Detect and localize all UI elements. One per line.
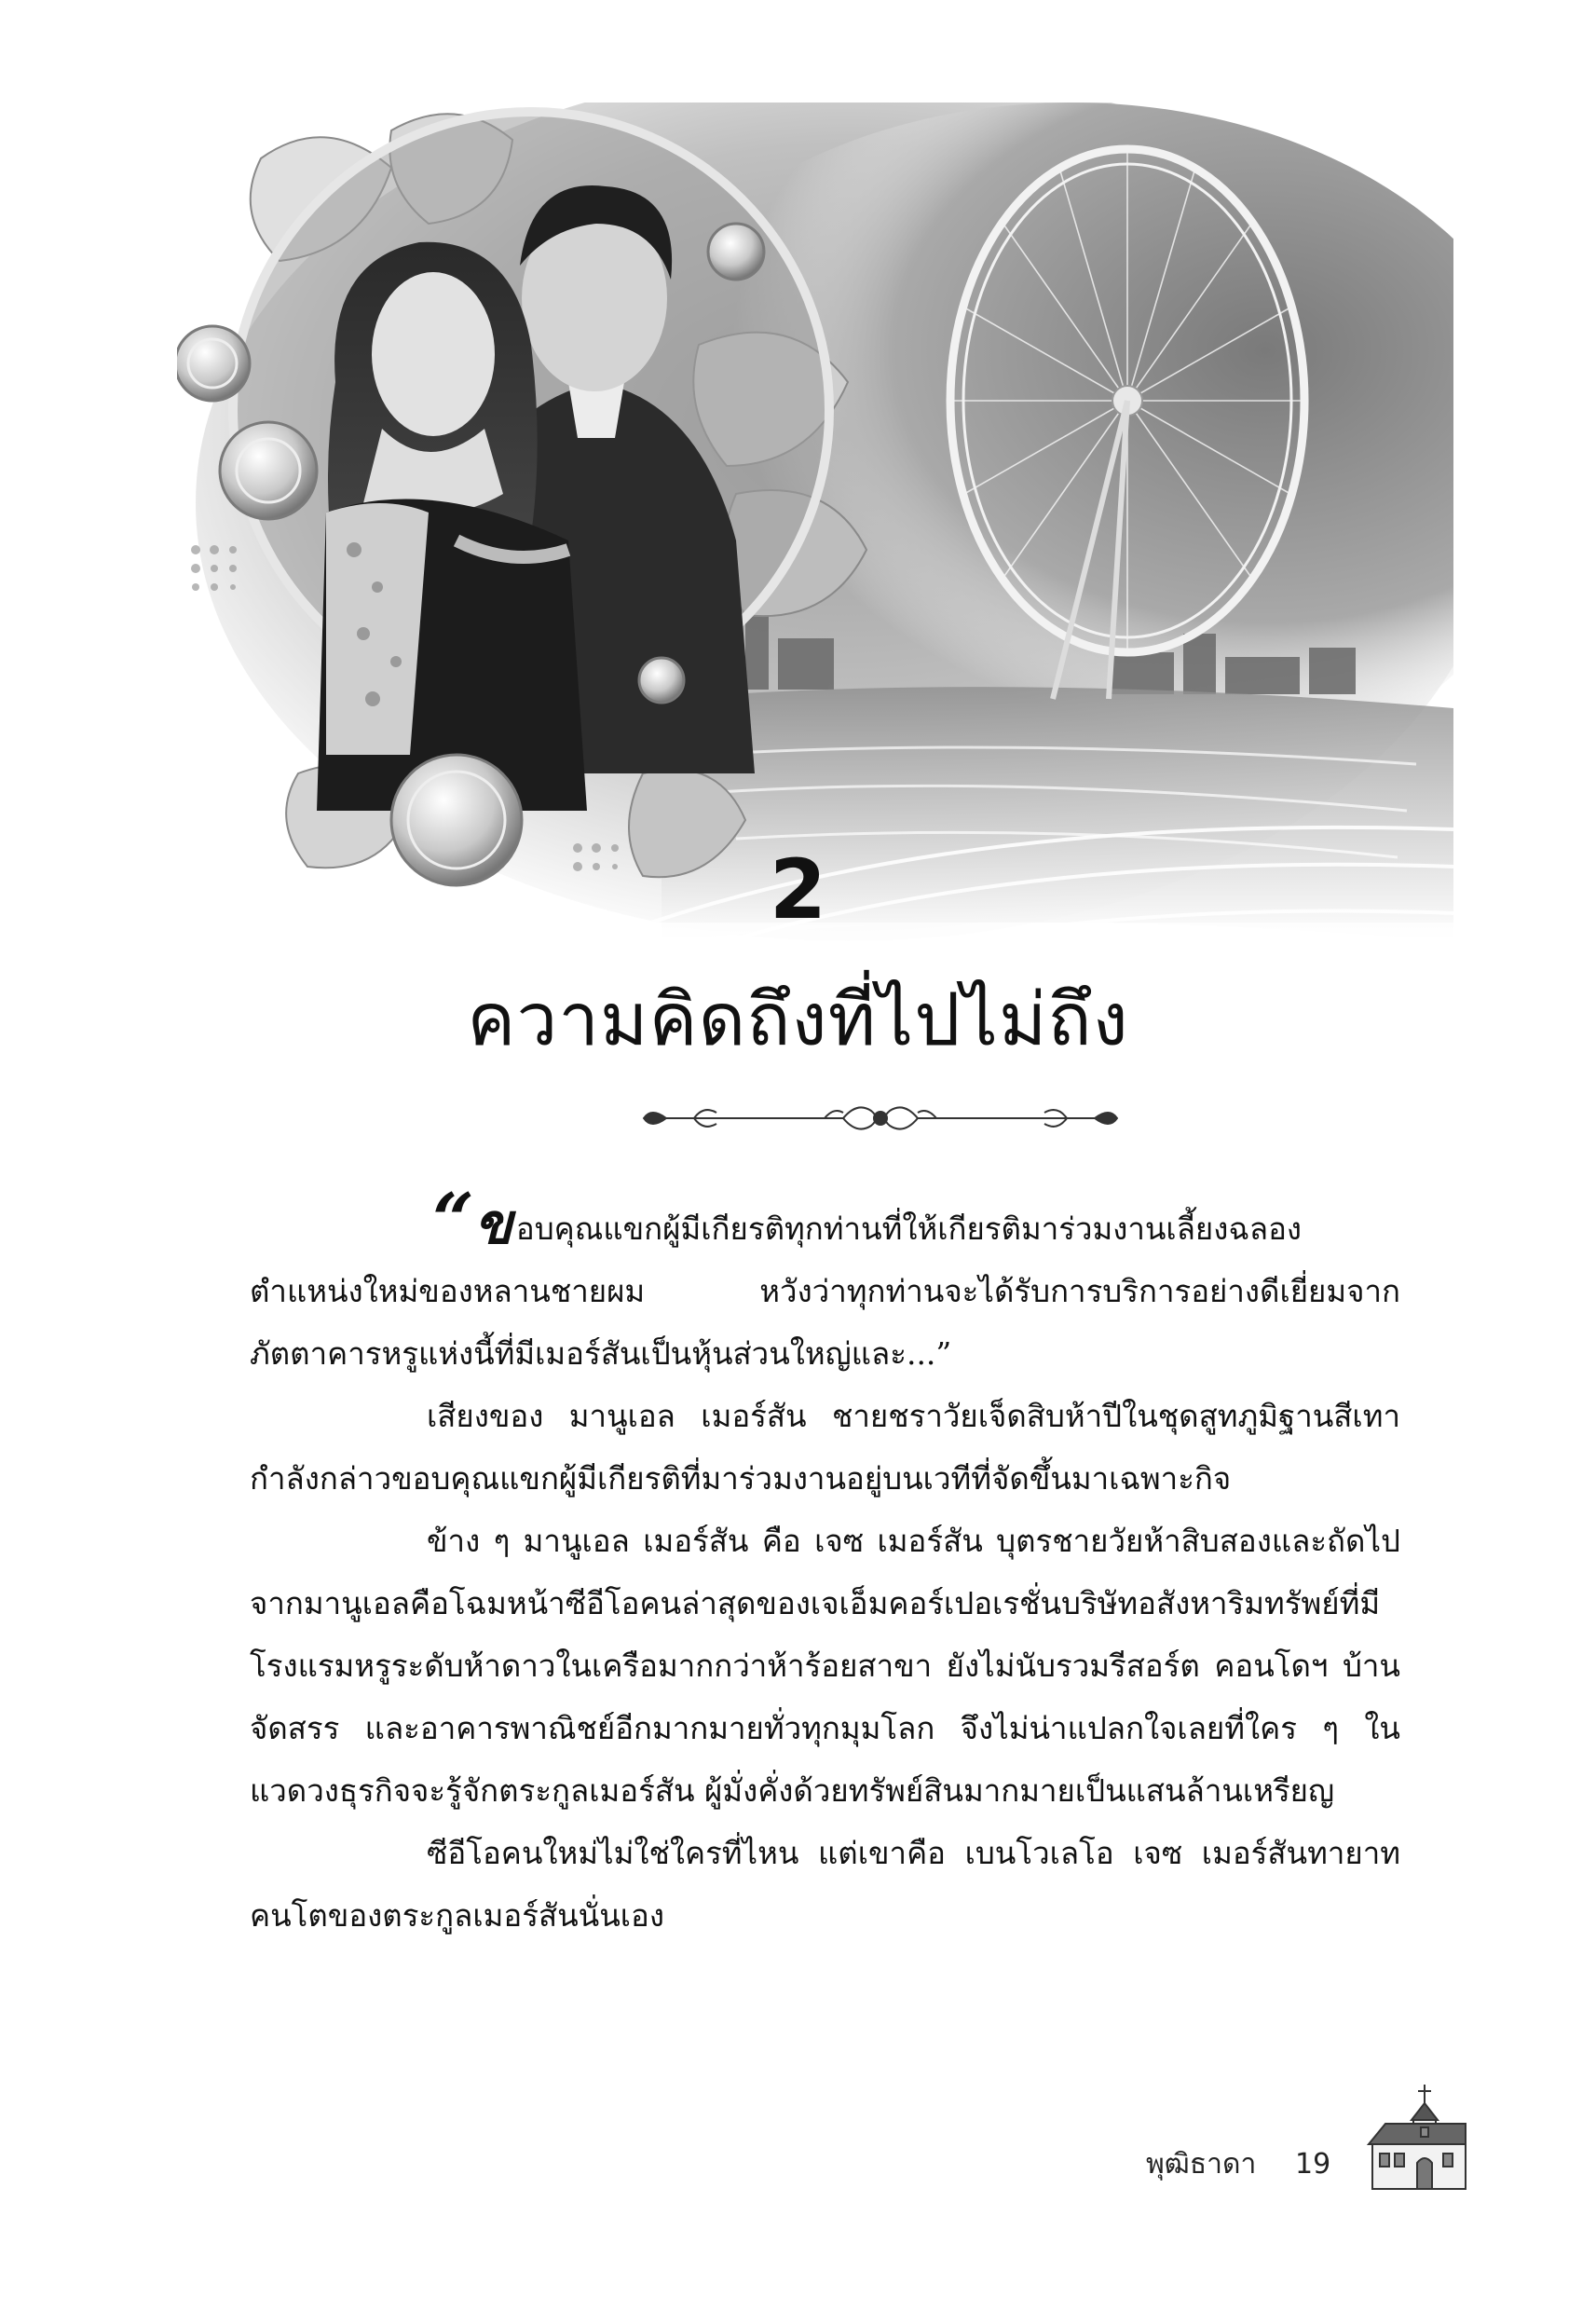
divider-ornament-icon — [638, 1100, 1123, 1137]
paragraph: ข้าง ๆ มานูเอล เมอร์สัน คือ เจซ เมอร์สัน บุตรชายวัยห้าสิบสองและถัดไปจากมานูเอลคือโฉมหน้าซีอีโอคนล่าสุดของเจเอ็มคอร์เปอเรชั่นบริษัทอสังหาริมทรัพย์ที่มีโรงแรมหรูระดับห้าดาวในเครือมากกว่าห้าร้อยสาขา ยังไม่นับรวมรีสอร์ต คอนโดฯ บ้านจัดสรร และอาคารพาณิชย์อีกมากมายทั่วทุกมุมโลก จึงไม่น่าแปลกใจเลยที่ใคร ๆ ในแวดวงธุรกิจจะรู้จักตระกูลเมอร์สัน ผู้มั่งคั่งด้วยทรัพย์สินมากมายเป็นแสนล้านเหรียญ — [250, 1523, 1400, 1809]
page-number: 19 — [1295, 2148, 1331, 2181]
paragraph: เสียงของ มานูเอล เมอร์สัน ชายชราวัยเจ็ดสิบห้าปีในชุดสูทภูมิฐานสีเทากำลังกล่าวขอบคุณแขกผู้มีเกียรติที่มาร่วมงานอยู่บนเวทีที่จัดขึ้นมาเฉพาะกิจ — [250, 1398, 1400, 1497]
body-text — [250, 1178, 1400, 1947]
drop-letter: ข — [473, 1192, 512, 1257]
chapter-title: ความคิดถึงที่ไปไม่ถึง — [467, 978, 1129, 1062]
paragraph-text: อบคุณแขกผู้มีเกียรติทุกท่านที่ให้เกียรติมาร่วมงานเลี้ยงฉลองตำแหน่งใหม่ของหลานชายผม หวังว่าทุกท่านจะได้รับการบริการอย่างดีเยี่ยมจากภัตตาคารหรูแห่งนี้ที่มีเมอร์สันเป็นหุ้นส่วนใหญ่และ...” — [250, 1210, 1400, 1372]
church-icon — [1365, 2083, 1469, 2193]
paragraph — [250, 1178, 1400, 1385]
opening-quote: “ — [432, 1178, 474, 1263]
paragraph: ซีอีโอคนใหม่ไม่ใช่ใครที่ไหน แต่เขาคือ เบนโวเลโอ เจซ เมอร์สันทายาทคนโตของตระกูลเมอร์สันนั่นเอง — [250, 1835, 1400, 1934]
chapter-number: 2 — [769, 841, 827, 937]
running-footer-author: พุฒิธาดา — [1146, 2148, 1257, 2181]
